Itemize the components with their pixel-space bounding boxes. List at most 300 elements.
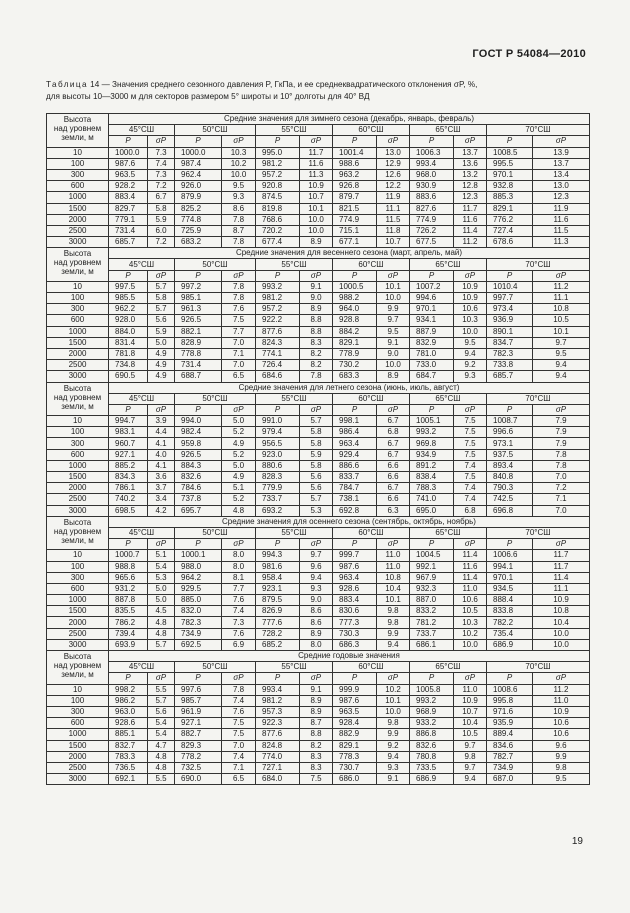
pressure-cell: 997.5 [109,281,148,292]
pressure-cell: 882.7 [175,729,222,740]
pressure-cell: 927.1 [109,449,148,460]
pressure-subheader: P [109,539,148,550]
pressure-cell: 994.3 [256,550,300,561]
sigma-cell: 5.4 [148,718,175,729]
pressure-cell: 929.5 [175,583,222,594]
sigma-subheader: σP [454,136,487,147]
sigma-cell: 10.0 [454,639,487,650]
table-row [47,494,590,505]
sigma-subheader: σP [454,404,487,415]
sigma-cell: 3.7 [148,483,175,494]
sigma-cell: 7.6 [222,628,256,639]
sigma-cell: 9.1 [300,281,333,292]
latitude-header: 55°СШ [256,393,333,404]
pressure-cell: 996.6 [487,427,533,438]
height-cell: 2500 [47,762,109,773]
sigma-cell: 8.0 [300,639,333,650]
pressure-cell: 960.7 [109,438,148,449]
sigma-cell: 7.1 [222,348,256,359]
caption-lead: Таблица [46,80,88,89]
pressure-cell: 678.6 [487,237,533,248]
pressure-cell: 782.3 [175,617,222,628]
sigma-cell: 10.7 [377,237,410,248]
sigma-cell: 10.4 [454,718,487,729]
latitude-header: 60°СШ [333,259,410,270]
pressure-cell: 874.5 [256,192,300,203]
pressure-cell: 985.5 [109,293,148,304]
pressure-cell: 922.3 [256,718,300,729]
sigma-cell: 5.7 [148,639,175,650]
sigma-cell: 5.5 [148,774,175,785]
table-row [47,505,590,516]
pressure-cell: 735.4 [487,628,533,639]
height-header-line: Высота [63,652,92,661]
pressure-cell: 831.4 [109,337,148,348]
sigma-cell: 4.4 [148,427,175,438]
pressure-cell: 683.2 [175,237,222,248]
sigma-cell: 6.6 [377,472,410,483]
sigma-subheader: σP [454,539,487,550]
pressure-cell: 932.3 [410,583,454,594]
sigma-cell: 9.1 [300,684,333,695]
pressure-cell: 732.5 [175,762,222,773]
table-row [47,225,590,236]
sigma-cell: 11.7 [533,550,590,561]
height-cell: 10 [47,281,109,292]
height-cell: 1000 [47,192,109,203]
sigma-cell: 5.7 [148,304,175,315]
height-cell: 600 [47,449,109,460]
sigma-cell: 11.6 [454,561,487,572]
pressure-cell: 733.8 [487,360,533,371]
sigma-cell: 10.0 [533,639,590,650]
sigma-cell: 12.8 [454,181,487,192]
sigma-cell: 5.7 [300,494,333,505]
pressure-cell: 962.2 [109,304,148,315]
sigma-cell: 6.7 [377,416,410,427]
pressure-subheader: P [487,404,533,415]
pressure-cell: 993.2 [256,281,300,292]
latitude-header: 45°СШ [109,527,175,538]
pressure-cell: 987.6 [333,561,377,572]
pressure-cell: 690.5 [109,371,148,382]
sigma-cell: 8.6 [222,203,256,214]
height-header-line: земли, м [61,267,94,277]
pressure-cell: 883.4 [333,595,377,606]
table-row [47,583,590,594]
sigma-cell: 10.6 [454,595,487,606]
sigma-cell: 7.5 [222,315,256,326]
pressure-cell: 884.0 [109,326,148,337]
sigma-cell: 4.9 [148,348,175,359]
sigma-cell: 5.8 [300,438,333,449]
pressure-cell: 730.7 [333,762,377,773]
sigma-cell: 11.1 [533,293,590,304]
sigma-cell: 4.8 [148,628,175,639]
sigma-cell: 11.4 [454,225,487,236]
table-row [47,774,590,785]
sigma-subheader: σP [300,539,333,550]
pressure-cell: 882.9 [333,729,377,740]
pressure-cell: 883.4 [109,192,148,203]
pressure-cell: 963.4 [333,572,377,583]
pressure-subheader: P [410,404,454,415]
pressure-cell: 835.5 [109,606,148,617]
latitude-header: 45°СШ [109,259,175,270]
pressure-cell: 1000.5 [333,281,377,292]
pressure-cell: 1006.3 [410,147,454,158]
sigma-cell: 6.8 [454,505,487,516]
height-cell: 100 [47,293,109,304]
table-row [47,684,590,695]
pressure-cell: 889.4 [487,729,533,740]
pressure-cell: 768.6 [256,214,300,225]
sigma-cell: 9.7 [454,740,487,751]
pressure-cell: 991.0 [256,416,300,427]
pressure-cell: 928.0 [109,315,148,326]
sigma-cell: 10.5 [454,606,487,617]
pressure-cell: 786.2 [109,617,148,628]
sigma-subheader: σP [300,673,333,684]
pressure-cell: 821.5 [333,203,377,214]
pressure-cell: 961.3 [175,304,222,315]
pressure-cell: 734.8 [109,360,148,371]
sigma-cell: 10.9 [454,293,487,304]
sigma-cell: 12.3 [533,192,590,203]
sigma-cell: 9.4 [533,360,590,371]
pressure-subheader: P [109,673,148,684]
height-cell: 2500 [47,225,109,236]
pressure-cell: 725.9 [175,225,222,236]
sigma-cell: 9.9 [377,628,410,639]
sigma-cell: 5.0 [148,337,175,348]
table-row [47,762,590,773]
sigma-cell: 10.0 [377,360,410,371]
pressure-cell: 985.1 [175,293,222,304]
pressure-cell: 994.1 [487,561,533,572]
sigma-cell: 8.8 [300,326,333,337]
height-cell: 3000 [47,505,109,516]
pressure-cell: 997.7 [487,293,533,304]
height-header [47,651,109,685]
pressure-cell: 887.8 [109,595,148,606]
table-row [47,360,590,371]
subheader-row [47,539,590,550]
pressure-cell: 887.9 [410,326,454,337]
pressure-cell: 1004.5 [410,550,454,561]
sigma-cell: 10.7 [300,192,333,203]
sigma-cell: 9.8 [454,751,487,762]
height-cell: 300 [47,304,109,315]
section-title-row [47,114,590,125]
pressure-cell: 832.6 [175,472,222,483]
sigma-cell: 5.2 [222,427,256,438]
sigma-cell: 8.8 [300,315,333,326]
sigma-cell: 10.0 [533,628,590,639]
sigma-cell: 5.7 [148,695,175,706]
latitude-row [47,662,590,673]
table-row [47,639,590,650]
sigma-cell: 7.5 [222,718,256,729]
sigma-cell: 5.4 [148,729,175,740]
pressure-cell: 926.5 [175,315,222,326]
pressure-cell: 967.9 [410,572,454,583]
pressure-cell: 983.1 [109,427,148,438]
sigma-cell: 10.1 [377,281,410,292]
pressure-cell: 686.9 [487,639,533,650]
height-header-line: над уровнем [53,526,102,536]
sigma-cell: 5.8 [300,427,333,438]
pressure-cell: 833.2 [410,606,454,617]
sigma-subheader: σP [454,673,487,684]
pressure-cell: 782.3 [487,348,533,359]
pressure-cell: 961.9 [175,706,222,717]
sigma-cell: 7.1 [222,762,256,773]
sigma-cell: 6.5 [222,774,256,785]
pressure-cell: 740.2 [109,494,148,505]
table-row [47,203,590,214]
sigma-cell: 4.8 [222,505,256,516]
pressure-subheader: P [256,673,300,684]
sigma-cell: 8.0 [222,550,256,561]
pressure-cell: 934.9 [410,449,454,460]
pressure-cell: 928.6 [109,718,148,729]
height-cell: 100 [47,158,109,169]
pressure-cell: 693.2 [256,505,300,516]
table-row [47,214,590,225]
pressure-cell: 995.5 [487,158,533,169]
subheader-row [47,404,590,415]
latitude-header: 55°СШ [256,662,333,673]
sigma-cell: 9.7 [533,337,590,348]
sigma-subheader: σP [377,404,410,415]
latitude-header: 50°СШ [175,527,256,538]
sigma-cell: 10.1 [377,595,410,606]
table-row [47,595,590,606]
sigma-cell: 4.9 [148,371,175,382]
pressure-cell: 739.4 [109,628,148,639]
sigma-cell: 5.8 [148,203,175,214]
sigma-cell: 11.4 [454,572,487,583]
latitude-row [47,259,590,270]
sigma-cell: 7.8 [222,281,256,292]
pressure-cell: 692.5 [175,639,222,650]
pressure-cell: 937.5 [487,449,533,460]
sigma-subheader: σP [148,673,175,684]
sigma-cell: 9.3 [377,762,410,773]
sigma-cell: 6.9 [222,639,256,650]
table-row [47,729,590,740]
sigma-cell: 9.7 [377,315,410,326]
height-cell: 10 [47,684,109,695]
sigma-cell: 9.5 [533,348,590,359]
height-cell: 600 [47,718,109,729]
sigma-cell: 7.0 [533,505,590,516]
sigma-subheader: σP [148,136,175,147]
pressure-cell: 993.4 [410,158,454,169]
pressure-cell: 988.0 [175,561,222,572]
section-title-row [47,516,590,527]
sigma-cell: 5.6 [300,483,333,494]
pressure-subheader: P [333,404,377,415]
document-id: ГОСТ Р 54084—2010 [472,48,586,60]
sigma-cell: 9.4 [377,751,410,762]
height-cell: 100 [47,427,109,438]
height-cell: 100 [47,561,109,572]
pressure-subheader: P [256,539,300,550]
sigma-cell: 11.7 [300,147,333,158]
sigma-cell: 11.3 [300,169,333,180]
sigma-cell: 5.0 [222,460,256,471]
section-title: Средние значения для летнего сезона (июнь, июль, август) [109,382,590,393]
pressure-cell: 893.4 [487,460,533,471]
pressure-cell: 957.2 [256,169,300,180]
sigma-cell: 11.6 [300,158,333,169]
section-title: Средние значения для осеннего сезона (сентябрь, октябрь, ноябрь) [109,516,590,527]
pressure-cell: 677.1 [333,237,377,248]
pressure-cell: 927.1 [175,718,222,729]
latitude-header: 60°СШ [333,662,410,673]
height-header-line: Высота [63,517,92,527]
sigma-cell: 10.1 [300,203,333,214]
pressure-cell: 994.6 [410,293,454,304]
pressure-cell: 880.6 [256,460,300,471]
table-row [47,617,590,628]
table-row [47,304,590,315]
sigma-cell: 9.7 [300,550,333,561]
pressure-cell: 824.8 [256,740,300,751]
sigma-cell: 13.4 [533,169,590,180]
sigma-cell: 10.5 [533,315,590,326]
sigma-cell: 7.8 [222,237,256,248]
sigma-cell: 6.5 [222,371,256,382]
sigma-cell: 8.9 [300,695,333,706]
sigma-cell: 13.0 [377,147,410,158]
pressure-cell: 827.6 [410,203,454,214]
sigma-cell: 10.5 [454,729,487,740]
sigma-cell: 4.8 [148,762,175,773]
pressure-cell: 733.0 [410,360,454,371]
pressure-cell: 1008.7 [487,416,533,427]
pressure-cell: 790.3 [487,483,533,494]
sigma-cell: 12.3 [454,192,487,203]
pressure-cell: 686.0 [333,774,377,785]
pressure-cell: 685.7 [109,237,148,248]
sigma-cell: 13.6 [454,158,487,169]
height-header-line: земли, м [61,670,94,679]
sigma-cell: 10.6 [533,729,590,740]
pressure-cell: 985.7 [175,695,222,706]
pressure-cell: 888.4 [487,595,533,606]
pressure-cell: 715.1 [333,225,377,236]
sigma-cell: 8.8 [300,729,333,740]
height-cell: 3000 [47,237,109,248]
height-cell: 2000 [47,214,109,225]
pressure-subheader: P [109,404,148,415]
sigma-cell: 7.4 [454,460,487,471]
pressure-cell: 777.3 [333,617,377,628]
height-header-line: над уровнем [53,392,102,402]
pressure-cell: 1007.2 [410,281,454,292]
sigma-cell: 5.6 [300,472,333,483]
height-cell: 600 [47,583,109,594]
pressure-cell: 734.9 [175,628,222,639]
section-title-row [47,382,590,393]
height-header-line: Высота [63,249,92,259]
sigma-cell: 7.2 [533,483,590,494]
table-row [47,181,590,192]
pressure-cell: 970.1 [487,572,533,583]
pressure-cell: 993.2 [410,427,454,438]
pressure-cell: 979.4 [256,427,300,438]
sigma-cell: 11.1 [377,203,410,214]
latitude-header: 65°СШ [410,393,487,404]
sigma-cell: 11.5 [533,225,590,236]
sigma-cell: 10.2 [222,158,256,169]
pressure-cell: 781.8 [109,348,148,359]
pressure-cell: 786.1 [109,483,148,494]
pressure-cell: 994.7 [109,416,148,427]
table-row [47,192,590,203]
sigma-cell: 10.1 [377,695,410,706]
pressure-cell: 986.4 [333,427,377,438]
latitude-row [47,125,590,136]
pressure-cell: 695.0 [410,505,454,516]
sigma-cell: 11.1 [533,583,590,594]
sigma-cell: 7.9 [533,427,590,438]
height-header-line: Высота [63,383,92,393]
pressure-cell: 829.7 [109,203,148,214]
height-cell: 1000 [47,326,109,337]
sigma-cell: 6.6 [377,460,410,471]
sigma-subheader: σP [377,136,410,147]
height-cell: 10 [47,550,109,561]
sigma-cell: 7.8 [222,684,256,695]
pressure-cell: 741.0 [410,494,454,505]
pressure-cell: 695.7 [175,505,222,516]
table-caption [46,79,591,103]
pressure-cell: 1005.1 [410,416,454,427]
pressure-cell: 932.8 [487,181,533,192]
latitude-header: 50°СШ [175,662,256,673]
sigma-cell: 7.5 [454,472,487,483]
sigma-cell: 5.6 [148,315,175,326]
sigma-cell: 4.2 [148,505,175,516]
pressure-cell: 997.2 [175,281,222,292]
pressure-cell: 1008.6 [487,684,533,695]
pressure-cell: 734.9 [487,762,533,773]
sigma-cell: 10.0 [300,225,333,236]
sigma-cell: 10.3 [454,617,487,628]
sigma-cell: 7.3 [148,147,175,158]
sigma-cell: 5.7 [300,416,333,427]
table-row [47,371,590,382]
pressure-cell: 988.8 [109,561,148,572]
pressure-cell: 928.4 [333,718,377,729]
pressure-subheader: P [410,539,454,550]
pressure-cell: 934.1 [410,315,454,326]
sigma-cell: 6.0 [148,225,175,236]
sigma-cell: 9.2 [377,740,410,751]
sigma-cell: 11.8 [377,225,410,236]
height-cell: 100 [47,695,109,706]
sigma-cell: 7.9 [533,416,590,427]
sigma-cell: 7.2 [148,181,175,192]
sigma-cell: 6.6 [377,494,410,505]
sigma-cell: 9.3 [222,192,256,203]
pressure-cell: 733.5 [410,762,454,773]
pressure-cell: 988.6 [333,158,377,169]
